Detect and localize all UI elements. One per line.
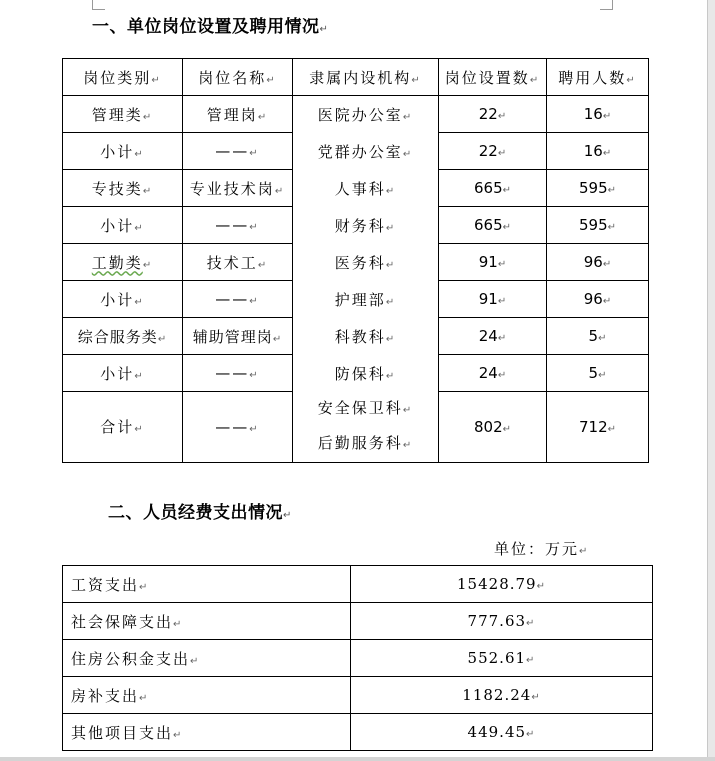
unit-label[interactable]: 单位：万元↵ — [494, 540, 590, 558]
position-cell[interactable]: ——↵ — [183, 281, 293, 318]
position-cell[interactable]: ——↵ — [183, 133, 293, 170]
department-cell[interactable]: 医务科↵ — [293, 244, 439, 281]
paragraph-mark: ↵ — [283, 510, 292, 521]
count-cell[interactable]: 802↵ — [439, 392, 547, 463]
expense-label-cell[interactable]: 住房公积金支出↵ — [63, 640, 351, 677]
category-cell[interactable]: 工勤类↵ — [63, 244, 183, 281]
count-cell[interactable]: 24↵ — [439, 355, 547, 392]
table-row — [63, 96, 649, 133]
hired-cell[interactable]: 595↵ — [547, 207, 649, 244]
section2-heading[interactable] — [108, 498, 292, 523]
expense-label-cell[interactable]: 其他项目支出↵ — [63, 714, 351, 751]
hired-cell[interactable]: 96↵ — [547, 281, 649, 318]
department-cell[interactable]: 护理部↵ — [293, 281, 439, 318]
category-cell[interactable]: 小计↵ — [63, 355, 183, 392]
department-cell[interactable]: 医院办公室↵ — [293, 96, 439, 133]
table-row — [63, 207, 649, 244]
margin-corner-mark-left — [92, 0, 105, 10]
position-cell[interactable]: ——↵ — [183, 355, 293, 392]
section2-title: 二、人员经费支出情况 — [108, 503, 283, 523]
expense-value-cell[interactable]: 449.45↵ — [351, 714, 653, 751]
header-cell[interactable]: 聘用人数↵ — [547, 59, 649, 96]
department-cell[interactable]: 科教科↵ — [293, 318, 439, 355]
hired-cell[interactable]: 5↵ — [547, 318, 649, 355]
header-cell[interactable]: 岗位设置数↵ — [439, 59, 547, 96]
category-cell[interactable]: 小计↵ — [63, 133, 183, 170]
position-cell[interactable]: ——↵ — [183, 392, 293, 463]
table-row — [63, 677, 653, 714]
position-table[interactable] — [62, 58, 649, 463]
count-cell[interactable]: 665↵ — [439, 207, 547, 244]
position-cell[interactable]: 技术工↵ — [183, 244, 293, 281]
table-row — [63, 244, 649, 281]
category-cell[interactable]: 小计↵ — [63, 281, 183, 318]
expense-label-cell[interactable]: 房补支出↵ — [63, 677, 351, 714]
expense-table[interactable] — [62, 565, 653, 751]
hired-cell[interactable]: 16↵ — [547, 133, 649, 170]
count-cell[interactable]: 22↵ — [439, 96, 547, 133]
category-cell[interactable]: 管理类↵ — [63, 96, 183, 133]
expense-value-cell[interactable]: 1182.24↵ — [351, 677, 653, 714]
table-row — [63, 714, 653, 751]
expense-label-cell[interactable]: 工资支出↵ — [63, 566, 351, 603]
department-cell[interactable]: 安全保卫科↵ 后勤服务科↵ — [293, 392, 439, 463]
table-row — [63, 281, 649, 318]
expense-value-cell[interactable]: 15428.79↵ — [351, 566, 653, 603]
hired-cell[interactable]: 16↵ — [547, 96, 649, 133]
hired-cell[interactable]: 5↵ — [547, 355, 649, 392]
count-cell[interactable]: 91↵ — [439, 244, 547, 281]
expense-value-cell[interactable]: 552.61↵ — [351, 640, 653, 677]
table-row — [63, 355, 649, 392]
table-row — [63, 133, 649, 170]
spellcheck-underlined-text: 工勤类 — [91, 253, 143, 272]
table-row — [63, 170, 649, 207]
category-cell[interactable]: 专技类↵ — [63, 170, 183, 207]
margin-corner-mark-right — [600, 0, 613, 10]
department-cell[interactable]: 人事科↵ — [293, 170, 439, 207]
position-cell[interactable]: ——↵ — [183, 207, 293, 244]
hired-cell[interactable]: 712↵ — [547, 392, 649, 463]
department-cell[interactable]: 党群办公室↵ — [293, 133, 439, 170]
position-cell[interactable]: 辅助管理岗↵ — [183, 318, 293, 355]
page-right-edge — [707, 0, 715, 761]
header-cell[interactable]: 隶属内设机构↵ — [293, 59, 439, 96]
table-row — [63, 640, 653, 677]
position-cell[interactable]: 专业技术岗↵ — [183, 170, 293, 207]
table-row — [63, 566, 653, 603]
count-cell[interactable]: 91↵ — [439, 281, 547, 318]
category-cell[interactable]: 合计↵ — [63, 392, 183, 463]
position-cell[interactable]: 管理岗↵ — [183, 96, 293, 133]
expense-value-cell[interactable]: 777.63↵ — [351, 603, 653, 640]
category-cell[interactable]: 小计↵ — [63, 207, 183, 244]
category-cell[interactable]: 综合服务类↵ — [63, 318, 183, 355]
department-cell[interactable]: 防保科↵ — [293, 355, 439, 392]
count-cell[interactable]: 22↵ — [439, 133, 547, 170]
count-cell[interactable]: 24↵ — [439, 318, 547, 355]
page-bottom-edge — [0, 757, 715, 761]
header-cell[interactable]: 岗位类别↵ — [63, 59, 183, 96]
table-header-row — [63, 59, 649, 96]
section1-title: 一、单位岗位设置及聘用情况 — [92, 17, 320, 37]
paragraph-mark: ↵ — [319, 24, 329, 35]
table-row — [63, 318, 649, 355]
expense-label-cell[interactable]: 社会保障支出↵ — [63, 603, 351, 640]
count-cell[interactable]: 665↵ — [439, 170, 547, 207]
table-total-row — [63, 392, 649, 463]
section1-heading[interactable] — [92, 12, 328, 37]
table-row — [63, 603, 653, 640]
hired-cell[interactable]: 96↵ — [547, 244, 649, 281]
header-cell[interactable]: 岗位名称↵ — [183, 59, 293, 96]
hired-cell[interactable]: 595↵ — [547, 170, 649, 207]
department-cell[interactable]: 财务科↵ — [293, 207, 439, 244]
